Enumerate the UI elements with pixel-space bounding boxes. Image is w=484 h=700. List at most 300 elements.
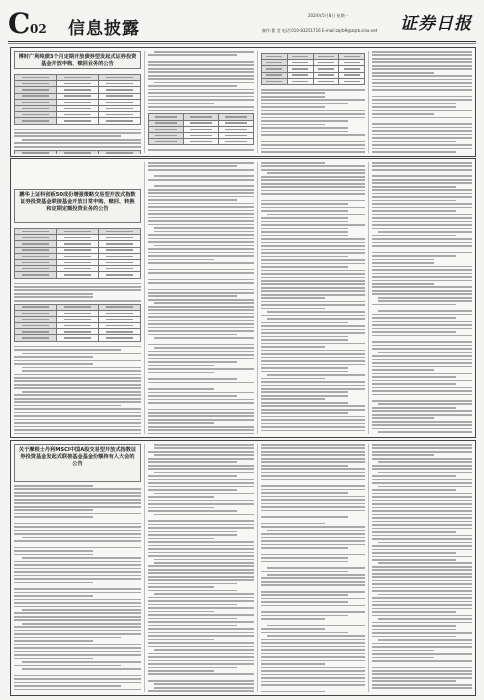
text-line xyxy=(154,175,254,177)
text-line xyxy=(372,283,434,285)
text-line xyxy=(148,507,214,509)
announcement-2 xyxy=(10,158,476,438)
text-line xyxy=(372,217,472,219)
text-line xyxy=(148,213,254,215)
text-line xyxy=(14,405,121,407)
text-line xyxy=(372,573,472,575)
text-line xyxy=(261,113,365,115)
text-line xyxy=(378,472,472,474)
text-line xyxy=(148,99,254,101)
text-line xyxy=(372,165,472,167)
text-line xyxy=(261,106,325,108)
text-line xyxy=(14,595,93,597)
text-line xyxy=(14,380,141,382)
text-line xyxy=(261,615,348,617)
text-line xyxy=(148,351,254,353)
text-line xyxy=(148,628,254,630)
text-line xyxy=(372,51,472,53)
text-line xyxy=(372,238,472,240)
text-line xyxy=(148,85,237,87)
text-line xyxy=(148,334,237,336)
text-line xyxy=(148,192,254,194)
text-line xyxy=(372,203,472,205)
text-line xyxy=(372,200,456,202)
text-line xyxy=(261,308,325,310)
text-line xyxy=(148,451,254,453)
text-line xyxy=(148,64,254,66)
text-line xyxy=(148,252,254,254)
text-line xyxy=(148,663,254,665)
section-letter: C xyxy=(8,7,31,40)
text-line xyxy=(154,231,254,233)
text-line xyxy=(148,295,237,297)
text-line xyxy=(372,632,472,634)
text-line xyxy=(22,353,141,355)
text-line xyxy=(261,315,365,317)
text-line xyxy=(261,465,348,467)
announcement-3-col-3 xyxy=(261,444,365,692)
text-line xyxy=(14,533,141,535)
text-line xyxy=(148,489,237,491)
text-line xyxy=(372,228,472,230)
text-line xyxy=(378,562,472,564)
text-line xyxy=(148,299,254,301)
text-line xyxy=(148,618,237,620)
text-line xyxy=(14,633,141,635)
text-line xyxy=(372,103,456,105)
text-line xyxy=(148,189,254,191)
text-line xyxy=(148,412,254,414)
text-line xyxy=(372,400,472,402)
text-line xyxy=(372,321,472,323)
text-line xyxy=(378,352,472,354)
text-line xyxy=(261,485,365,487)
text-line xyxy=(372,559,456,561)
text-line xyxy=(14,516,93,518)
text-line xyxy=(372,583,472,585)
text-line xyxy=(261,385,365,387)
text-line xyxy=(261,287,365,289)
text-line xyxy=(372,259,434,261)
issue-date: 2024年5月8日 星期一 xyxy=(308,13,349,18)
text-line xyxy=(261,186,365,188)
text-line xyxy=(261,190,365,192)
text-line xyxy=(148,103,214,105)
column-divider xyxy=(144,162,145,434)
text-line xyxy=(261,646,365,648)
text-line xyxy=(14,492,141,494)
text-line xyxy=(261,601,348,603)
text-line xyxy=(14,644,141,646)
text-line xyxy=(148,255,254,257)
text-line xyxy=(372,646,472,648)
text-line xyxy=(372,514,472,516)
text-line xyxy=(261,691,325,692)
text-line xyxy=(261,120,348,122)
text-line xyxy=(372,566,472,568)
text-line xyxy=(261,479,365,481)
text-line xyxy=(148,607,254,609)
text-line xyxy=(261,618,325,620)
text-line xyxy=(372,444,472,446)
text-line xyxy=(372,451,472,453)
text-line xyxy=(261,339,348,341)
text-line xyxy=(148,323,254,325)
text-line xyxy=(378,542,472,544)
text-line xyxy=(372,82,472,84)
text-line xyxy=(372,196,472,198)
text-line xyxy=(14,346,141,348)
text-line xyxy=(14,523,141,525)
text-line xyxy=(261,526,365,528)
text-line xyxy=(14,374,141,376)
text-line xyxy=(148,409,254,411)
text-line xyxy=(372,556,472,558)
text-line xyxy=(14,509,93,511)
text-line xyxy=(261,367,348,369)
text-line xyxy=(261,577,365,579)
text-line xyxy=(261,660,365,662)
text-line xyxy=(148,632,254,634)
text-line xyxy=(14,499,141,501)
text-line xyxy=(14,387,141,389)
text-line xyxy=(372,255,456,257)
text-line xyxy=(261,127,348,129)
text-line xyxy=(148,583,237,585)
announcement-3 xyxy=(10,440,476,696)
text-line xyxy=(372,604,472,606)
text-line xyxy=(267,635,365,637)
data-table xyxy=(14,150,141,154)
text-line xyxy=(148,313,254,315)
text-line xyxy=(148,600,254,602)
text-line xyxy=(372,214,472,216)
text-line xyxy=(378,297,472,299)
text-line xyxy=(261,357,365,359)
text-line xyxy=(372,348,472,350)
text-line xyxy=(372,355,472,357)
text-line xyxy=(22,668,141,670)
text-line xyxy=(261,405,365,407)
text-line xyxy=(14,363,93,365)
text-line xyxy=(148,165,237,167)
text-line xyxy=(372,380,472,382)
announcement-3-title-box xyxy=(14,444,141,482)
text-line xyxy=(148,71,254,73)
text-line xyxy=(261,325,365,327)
text-line xyxy=(148,309,254,311)
text-line xyxy=(14,550,93,552)
text-line xyxy=(154,82,254,84)
text-line xyxy=(261,454,365,456)
text-line xyxy=(148,461,237,463)
data-table xyxy=(14,228,141,279)
text-line xyxy=(154,51,254,53)
announcement-1 xyxy=(10,47,476,157)
text-line xyxy=(148,639,214,641)
text-line xyxy=(261,92,325,94)
text-line xyxy=(154,593,254,595)
text-line xyxy=(261,294,365,296)
text-line xyxy=(261,677,365,679)
text-line xyxy=(261,419,365,421)
text-line xyxy=(261,656,365,658)
text-line xyxy=(261,581,365,583)
text-line xyxy=(372,643,472,645)
text-line xyxy=(148,392,254,394)
text-line xyxy=(148,92,254,94)
text-line xyxy=(148,579,254,581)
text-line xyxy=(372,273,472,275)
text-line xyxy=(372,366,472,368)
text-line xyxy=(261,554,365,556)
text-line xyxy=(154,245,254,247)
text-line xyxy=(14,412,141,414)
text-line xyxy=(154,559,254,561)
text-line xyxy=(22,391,141,393)
text-line xyxy=(261,252,365,254)
text-line xyxy=(372,252,472,254)
text-line xyxy=(154,683,254,685)
text-line xyxy=(261,492,348,494)
text-line xyxy=(261,516,348,518)
text-line xyxy=(372,601,472,603)
text-line xyxy=(148,653,254,655)
text-line xyxy=(14,682,141,684)
text-line xyxy=(372,653,472,655)
text-line xyxy=(261,444,365,446)
text-line xyxy=(148,210,254,212)
text-line xyxy=(14,554,93,556)
text-line xyxy=(372,134,472,136)
text-line xyxy=(14,129,141,131)
text-line xyxy=(378,618,472,620)
text-line xyxy=(22,367,141,369)
announcement-1-title-box xyxy=(14,51,141,69)
text-line xyxy=(261,506,365,508)
text-line xyxy=(372,597,472,599)
text-line xyxy=(372,245,472,247)
text-line xyxy=(372,394,472,396)
announcement-2-col-1 xyxy=(14,226,141,434)
text-line xyxy=(372,657,434,659)
text-line xyxy=(148,545,254,547)
text-line xyxy=(261,684,365,686)
text-line xyxy=(372,569,472,571)
text-line xyxy=(267,318,365,320)
text-line xyxy=(261,451,365,453)
text-line xyxy=(14,422,141,424)
text-line xyxy=(372,576,472,578)
text-line xyxy=(14,561,141,563)
text-line xyxy=(372,262,434,264)
text-line xyxy=(14,540,141,542)
text-line xyxy=(267,172,365,174)
text-line xyxy=(261,117,365,119)
text-line xyxy=(148,625,237,627)
text-line xyxy=(148,316,254,318)
text-line xyxy=(372,587,472,589)
text-line xyxy=(154,472,254,474)
text-line xyxy=(372,72,434,74)
text-line xyxy=(261,561,348,563)
text-line xyxy=(261,210,348,212)
text-line xyxy=(261,510,365,512)
text-line xyxy=(372,137,472,139)
announcement-3-col-4 xyxy=(372,444,472,692)
text-line xyxy=(372,106,456,108)
text-line xyxy=(372,86,472,88)
column-divider xyxy=(144,51,145,153)
text-line xyxy=(148,262,254,264)
text-line xyxy=(372,524,472,526)
text-line xyxy=(14,286,141,288)
text-line xyxy=(372,458,472,460)
text-line xyxy=(148,656,254,658)
text-line xyxy=(148,520,254,522)
text-line xyxy=(372,447,472,449)
text-line xyxy=(148,372,214,374)
text-line xyxy=(148,162,254,164)
text-line xyxy=(372,89,472,91)
text-line xyxy=(261,395,348,397)
text-line xyxy=(14,415,141,417)
text-line xyxy=(14,360,141,362)
text-line xyxy=(261,141,365,143)
announcement-2-col-2 xyxy=(148,162,254,434)
text-line xyxy=(148,673,254,675)
text-line xyxy=(261,523,325,525)
text-line xyxy=(261,547,348,549)
text-line xyxy=(261,489,365,491)
column-divider xyxy=(368,444,369,692)
text-line xyxy=(372,465,472,467)
text-line xyxy=(261,571,348,573)
text-line xyxy=(372,280,472,282)
masthead-rule xyxy=(8,41,476,42)
text-line xyxy=(261,412,348,414)
text-line xyxy=(261,200,365,202)
text-line xyxy=(148,611,214,613)
text-line xyxy=(14,675,141,677)
text-line xyxy=(148,169,254,171)
text-line xyxy=(148,203,254,205)
text-line xyxy=(261,124,325,126)
announcement-2-col-4 xyxy=(372,162,472,434)
text-line xyxy=(148,690,254,692)
text-line xyxy=(22,609,141,611)
text-line xyxy=(148,54,237,56)
text-line xyxy=(14,564,141,566)
text-line xyxy=(148,670,214,672)
contact-line: 制作:曹 莹 电话:010-83251716 E-mail:zqrb9@zqrb.sina.net xyxy=(262,28,378,33)
text-line xyxy=(148,486,254,488)
text-line xyxy=(22,139,141,141)
text-line xyxy=(372,503,472,505)
text-line xyxy=(261,642,365,644)
data-table xyxy=(261,53,365,85)
text-line xyxy=(148,458,254,460)
text-line xyxy=(14,626,141,628)
text-line xyxy=(154,302,254,304)
text-line xyxy=(267,530,365,532)
text-line xyxy=(154,562,254,564)
data-table xyxy=(14,74,141,125)
text-line xyxy=(372,687,472,689)
text-line xyxy=(14,408,141,410)
text-line xyxy=(261,360,365,362)
text-line xyxy=(154,454,254,456)
text-line xyxy=(148,415,254,417)
text-line xyxy=(261,238,365,240)
text-line xyxy=(372,266,472,268)
text-line xyxy=(261,162,325,164)
text-line xyxy=(261,221,348,223)
text-line xyxy=(261,388,365,390)
masthead-rule-thin xyxy=(8,43,476,44)
column-divider xyxy=(257,162,258,434)
text-line xyxy=(372,528,472,530)
text-line xyxy=(14,640,93,642)
text-line xyxy=(148,234,254,236)
text-line xyxy=(372,667,472,669)
text-line xyxy=(14,135,121,137)
text-line xyxy=(372,58,472,60)
text-line xyxy=(148,292,254,294)
text-line xyxy=(378,461,472,463)
text-line xyxy=(261,496,365,498)
text-line xyxy=(14,433,141,434)
text-line xyxy=(372,314,472,316)
text-line xyxy=(14,398,141,400)
text-line xyxy=(148,279,254,281)
text-line xyxy=(372,328,472,330)
text-line xyxy=(372,276,472,278)
text-line xyxy=(148,524,254,526)
text-line xyxy=(14,599,141,601)
text-line xyxy=(14,575,141,577)
text-line xyxy=(148,149,254,151)
text-line xyxy=(372,383,456,385)
text-line xyxy=(148,642,254,644)
text-line xyxy=(148,402,254,404)
text-line xyxy=(14,616,141,618)
text-line xyxy=(372,210,456,212)
text-line xyxy=(14,485,93,487)
text-line xyxy=(148,667,237,669)
data-table xyxy=(14,304,141,342)
text-line xyxy=(148,354,254,356)
text-line xyxy=(261,461,365,463)
text-line xyxy=(372,615,472,617)
text-line xyxy=(148,527,254,529)
text-line xyxy=(261,110,365,112)
text-line xyxy=(148,217,254,219)
text-line xyxy=(148,320,254,322)
text-line xyxy=(372,304,456,306)
text-line xyxy=(261,203,348,205)
text-line xyxy=(372,113,434,115)
text-line xyxy=(372,475,456,477)
text-line xyxy=(261,283,365,285)
text-line xyxy=(148,206,254,208)
text-line xyxy=(372,193,472,195)
text-line xyxy=(261,584,365,586)
text-line xyxy=(261,280,365,282)
text-line xyxy=(372,552,456,554)
text-line xyxy=(14,377,141,379)
text-line xyxy=(267,625,365,627)
